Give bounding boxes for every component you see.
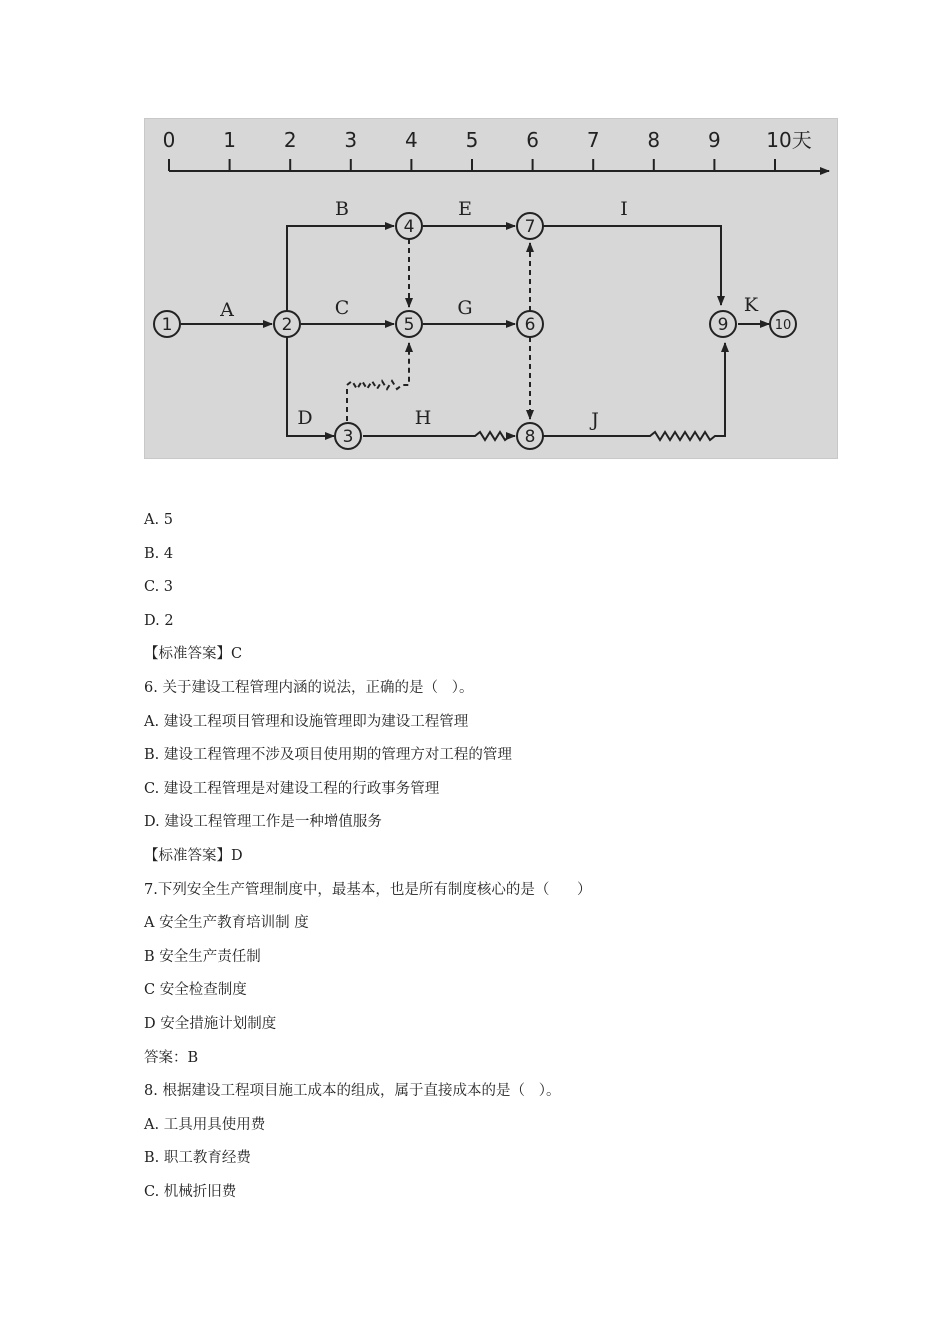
node-8	[517, 423, 543, 449]
svg-text:5: 5	[403, 315, 415, 335]
text-line: B. 职工教育经费	[144, 1150, 251, 1167]
node-5	[396, 311, 422, 337]
node-9	[710, 311, 736, 337]
node-1	[154, 311, 180, 337]
activity-label: B	[335, 198, 349, 220]
dummy-arrow-3-5	[347, 343, 409, 421]
activity-label: I	[620, 198, 628, 220]
time-scaled-network-diagram	[145, 119, 837, 458]
text-line: D 安全措施计划制度	[144, 1015, 277, 1032]
time-axis-ticks	[163, 128, 812, 171]
node-4	[396, 213, 422, 239]
activity-label: A	[220, 299, 234, 321]
axis-tick-label: 5	[465, 128, 479, 152]
activity-label: E	[458, 198, 472, 220]
network-diagram-figure	[144, 118, 838, 459]
text-line: D. 2	[144, 612, 174, 629]
svg-text:4: 4	[403, 217, 415, 237]
activity-label: G	[457, 297, 473, 319]
text-line: B 安全生产责任制	[144, 948, 261, 965]
text-line: A. 建设工程项目管理和设施管理即为建设工程管理	[144, 713, 469, 730]
text-line: A. 5	[144, 512, 173, 528]
activity-label: D	[297, 407, 313, 429]
node-10	[770, 311, 796, 337]
axis-tick-label: 1	[223, 128, 236, 152]
node-3	[335, 423, 361, 449]
text-line: D. 建设工程管理工作是一种增值服务	[144, 814, 382, 831]
text-line: B. 4	[144, 545, 174, 562]
axis-tick-label: 8	[647, 128, 661, 152]
axis-tick-label: 2	[283, 128, 297, 152]
svg-text:9: 9	[717, 315, 729, 335]
text-line: 6. 关于建设工程管理内涵的说法，正确的是（ ）。	[144, 679, 474, 696]
text-line: C 安全检查制度	[144, 982, 247, 999]
activity-arrow-I	[543, 226, 721, 305]
activity-arrow-H	[363, 432, 515, 440]
text-line: 答案：B	[144, 1049, 199, 1066]
node-2	[274, 311, 300, 337]
text-line: 8. 根据建设工程项目施工成本的组成，属于直接成本的是（ ）。	[144, 1083, 561, 1100]
axis-tick-label: 0	[162, 128, 176, 152]
axis-tick-label: 4	[405, 128, 418, 152]
text-line: A. 工具用具使用费	[144, 1116, 266, 1133]
activity-label: K	[743, 294, 759, 316]
text-line: 7.下列安全生产管理制度中，最基本，也是所有制度核心的是（ ）	[144, 881, 592, 898]
activity-label: C	[334, 297, 350, 319]
svg-text:7: 7	[524, 217, 536, 237]
node-7	[517, 213, 543, 239]
svg-text:3: 3	[342, 427, 354, 447]
axis-tick-label: 7	[586, 128, 600, 152]
question-text	[144, 508, 844, 1213]
text-line: B. 建设工程管理不涉及项目使用期的管理方对工程的管理	[144, 747, 512, 764]
svg-text:2: 2	[281, 315, 293, 335]
activity-label: J	[591, 409, 599, 431]
text-line: C. 机械折旧费	[144, 1183, 237, 1200]
axis-tick-label: 6	[526, 128, 539, 152]
text-line: 【标准答案】C	[144, 646, 243, 663]
text-line: C. 建设工程管理是对建设工程的行政事务管理	[144, 780, 440, 797]
activity-label: H	[414, 407, 432, 429]
svg-text:10: 10	[774, 318, 792, 333]
activity-arrow-J	[543, 343, 725, 440]
axis-tick-label: 3	[344, 128, 358, 152]
axis-tick-label: 10天	[766, 128, 812, 152]
text-line: C. 3	[144, 579, 174, 596]
svg-text:1: 1	[161, 315, 173, 335]
svg-text:8: 8	[524, 427, 536, 447]
text-line: A 安全生产教育培训制 度	[144, 915, 309, 932]
axis-tick-label: 9	[708, 128, 721, 152]
svg-text:6: 6	[524, 315, 536, 335]
node-6	[517, 311, 543, 337]
text-line: 【标准答案】D	[144, 847, 243, 864]
